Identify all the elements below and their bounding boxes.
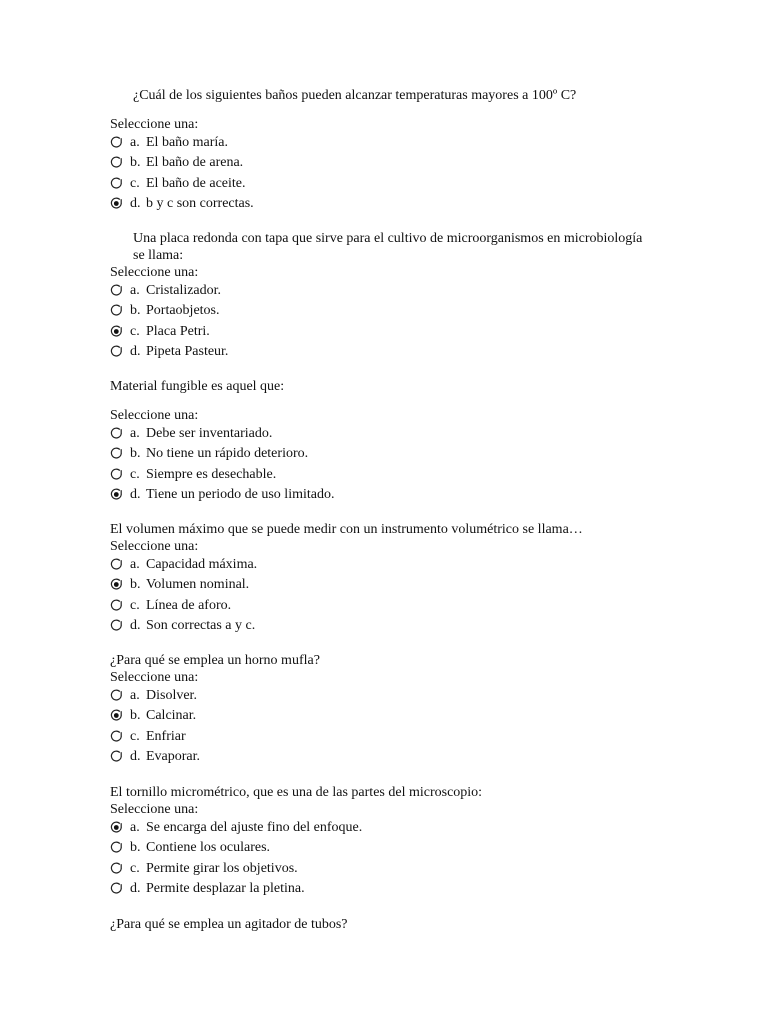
option-text: Son correctas a y c.: [146, 618, 256, 634]
radio-button-icon[interactable]: [110, 599, 123, 612]
select-prompt: Seleccione una:: [110, 670, 199, 685]
option-letter: b.: [130, 303, 141, 319]
question-text: ¿Cuál de los siguientes baños pueden alcanzar temperaturas mayores a 100º C?: [133, 88, 577, 103]
answer-option[interactable]: [110, 706, 650, 726]
radio-button-icon[interactable]: [110, 619, 123, 632]
question-2: [110, 230, 650, 363]
select-prompt: Seleccione una:: [110, 408, 199, 423]
option-letter: b.: [130, 155, 141, 171]
answer-option[interactable]: [110, 342, 650, 362]
select-prompt: Seleccione una:: [110, 539, 199, 554]
option-letter: a.: [130, 426, 140, 441]
radio-button-icon[interactable]: [110, 304, 123, 317]
answer-option[interactable]: [110, 838, 650, 858]
radio-button-checked-icon[interactable]: [110, 197, 123, 210]
question-7: [110, 916, 650, 933]
radio-button-checked-icon[interactable]: [110, 709, 123, 722]
option-text: El baño de arena.: [146, 155, 244, 171]
option-letter: c.: [130, 728, 140, 744]
radio-button-icon[interactable]: [110, 284, 123, 297]
option-letter: a.: [130, 283, 140, 298]
radio-button-icon[interactable]: [110, 558, 123, 571]
radio-button-icon[interactable]: [110, 730, 123, 743]
radio-button-icon[interactable]: [110, 468, 123, 481]
option-text: No tiene un rápido deterioro.: [146, 446, 309, 462]
option-letter: b.: [130, 446, 141, 462]
answer-option[interactable]: [110, 424, 650, 444]
option-text: Debe ser inventariado.: [146, 426, 273, 441]
answer-option[interactable]: [110, 575, 650, 595]
answer-option[interactable]: [110, 596, 650, 616]
radio-button-checked-icon[interactable]: [110, 821, 123, 834]
option-letter: b.: [130, 577, 141, 593]
answer-option[interactable]: [110, 686, 650, 706]
option-letter: c.: [130, 175, 140, 191]
option-letter: c.: [130, 597, 140, 613]
answer-option[interactable]: [110, 174, 650, 194]
question-3: [110, 378, 650, 506]
option-text: Volumen nominal.: [146, 577, 250, 593]
answer-option[interactable]: [110, 818, 650, 838]
radio-button-icon[interactable]: [110, 862, 123, 875]
answer-option[interactable]: [110, 879, 650, 899]
question-1: [110, 87, 650, 215]
option-letter: c.: [130, 466, 140, 482]
answer-option[interactable]: [110, 153, 650, 173]
radio-button-checked-icon[interactable]: [110, 325, 123, 338]
answer-option[interactable]: [110, 281, 650, 301]
question-text: Material fungible es aquel que:: [110, 379, 285, 394]
option-text: b y c son correctas.: [146, 196, 254, 212]
answer-option[interactable]: [110, 485, 650, 505]
option-text: Placa Petri.: [146, 323, 210, 339]
option-letter: a.: [130, 688, 140, 703]
question-text: El tornillo micrométrico, que es una de las partes del microscopio:: [110, 785, 483, 800]
question-text: ¿Para qué se emplea un agitador de tubos?: [110, 917, 348, 932]
answer-option[interactable]: [110, 465, 650, 485]
option-text: Siempre es desechable.: [146, 466, 277, 482]
question-text: Una placa redonda con tapa que sirve para el cultivo de microorganismos en microbiología se llama:: [133, 231, 643, 263]
option-letter: d.: [130, 196, 141, 212]
answer-option[interactable]: [110, 747, 650, 767]
option-text: Contiene los oculares.: [146, 840, 271, 856]
option-text: Permite girar los objetivos.: [146, 860, 298, 876]
option-text: Se encarga del ajuste fino del enfoque.: [146, 820, 363, 835]
answer-option[interactable]: [110, 444, 650, 464]
answer-option[interactable]: [110, 616, 650, 636]
answer-option[interactable]: [110, 301, 650, 321]
option-text: Enfriar: [146, 728, 186, 744]
option-text: Disolver.: [146, 688, 197, 703]
question-5: [110, 652, 650, 768]
select-prompt: Seleccione una:: [110, 802, 199, 817]
answer-option[interactable]: [110, 727, 650, 747]
option-letter: d.: [130, 749, 141, 765]
option-letter: d.: [130, 487, 141, 503]
question-text: El volumen máximo que se puede medir con un instrumento volumétrico se llama…: [110, 522, 583, 537]
option-letter: b.: [130, 708, 141, 724]
option-text: Línea de aforo.: [146, 597, 232, 613]
option-letter: a.: [130, 820, 140, 835]
select-prompt: Seleccione una:: [110, 117, 199, 132]
radio-button-icon[interactable]: [110, 177, 123, 190]
radio-button-icon[interactable]: [110, 427, 123, 440]
radio-button-icon[interactable]: [110, 156, 123, 169]
question-text: ¿Para qué se emplea un horno mufla?: [110, 653, 320, 668]
radio-button-icon[interactable]: [110, 447, 123, 460]
answer-option[interactable]: [110, 133, 650, 153]
radio-button-icon[interactable]: [110, 689, 123, 702]
radio-button-icon[interactable]: [110, 841, 123, 854]
option-text: Pipeta Pasteur.: [146, 344, 229, 360]
select-prompt: Seleccione una:: [110, 265, 199, 280]
option-text: Cristalizador.: [146, 283, 222, 298]
answer-option[interactable]: [110, 322, 650, 342]
option-text: El baño de aceite.: [146, 175, 246, 191]
radio-button-icon[interactable]: [110, 136, 123, 149]
option-text: El baño maría.: [146, 135, 229, 150]
option-letter: d.: [130, 618, 141, 634]
option-letter: a.: [130, 135, 140, 150]
radio-button-checked-icon[interactable]: [110, 578, 123, 591]
option-letter: c.: [130, 860, 140, 876]
radio-button-icon[interactable]: [110, 345, 123, 358]
option-text: Capacidad máxima.: [146, 557, 258, 572]
option-letter: a.: [130, 557, 140, 572]
option-text: Permite desplazar la pletina.: [146, 881, 305, 897]
option-letter: d.: [130, 881, 141, 897]
option-letter: b.: [130, 840, 141, 856]
radio-button-icon[interactable]: [110, 882, 123, 895]
option-letter: c.: [130, 323, 140, 339]
question-4: [110, 521, 650, 637]
answer-option[interactable]: [110, 194, 650, 214]
answer-option[interactable]: [110, 859, 650, 879]
option-letter: d.: [130, 344, 141, 360]
option-text: Evaporar.: [146, 749, 201, 765]
radio-button-checked-icon[interactable]: [110, 488, 123, 501]
radio-button-icon[interactable]: [110, 750, 123, 763]
option-text: Tiene un periodo de uso limitado.: [146, 487, 335, 503]
answer-option[interactable]: [110, 555, 650, 575]
question-6: [110, 784, 650, 900]
option-text: Calcinar.: [146, 708, 197, 724]
option-text: Portaobjetos.: [146, 303, 220, 319]
